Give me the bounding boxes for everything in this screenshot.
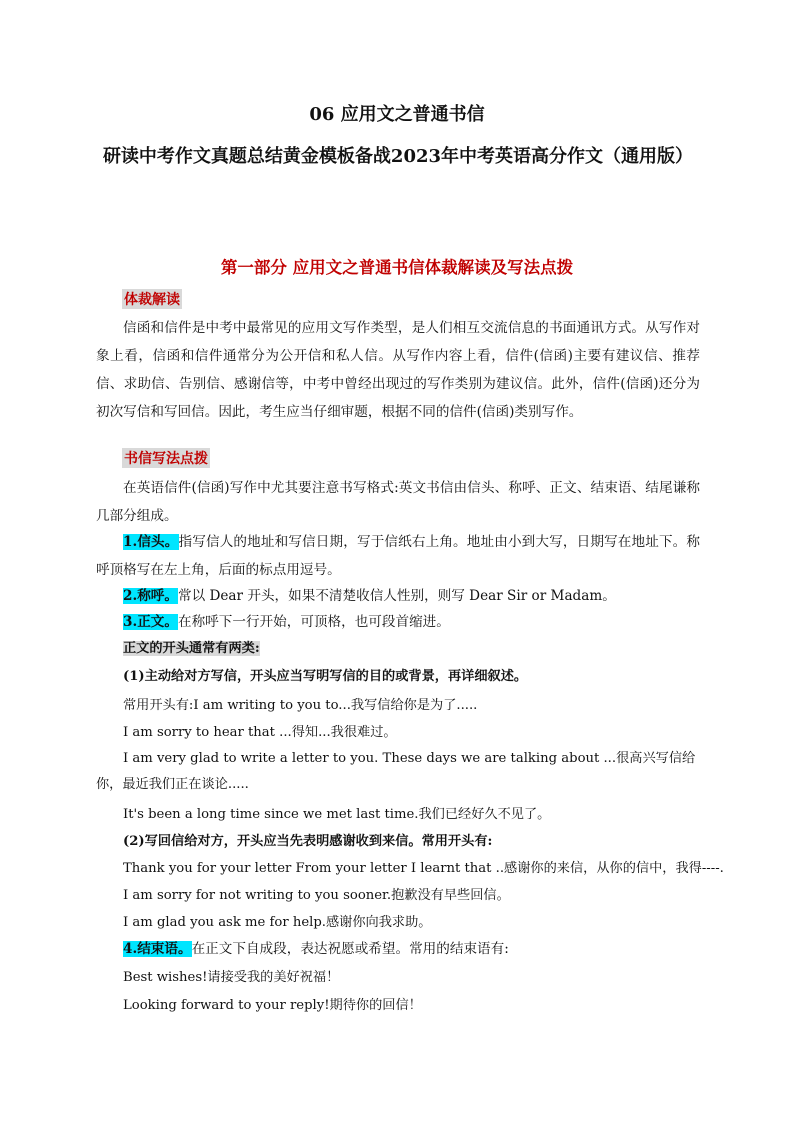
genre-label-wrap <box>122 289 182 309</box>
example-8: Best wishes!请接受我的美好祝福！ <box>123 970 340 985</box>
example-2: I am sorry to hear that ...得知...我很难过。 <box>123 725 397 740</box>
item-3-text: 在称呼下一行开始，可顶格，也可段首缩进。 <box>177 614 450 630</box>
case-2-heading: (2)写回信给对方，开头应当先表明感谢收到来信。常用开头有: <box>123 834 493 849</box>
tips-label-wrap <box>122 448 210 468</box>
example-3: I am very glad to write a letter to you. These days we are talking about ...很高兴写信给你，最近我们正在谈论..... <box>96 751 696 792</box>
genre-paragraph: 信函和信件是中考中最常见的应用文写作类型，是人们相互交流信息的书面通讯方式。从写作对象上看，信函和信件通常分为公开信和私人信。从写作内容上看，信件(信函)主要有建议信、推荐信、求助信、告别信、感谢信等，中考中曾经出现过的写作类别为建议信。此外，信件(信函)还分为初次写信和写回信。因此，考生应当仔细审题，根据不同的信件(信函)类别写作。 <box>96 320 700 420</box>
item-1-label: 1.信头。 <box>123 534 179 550</box>
item-4-label: 4.结束语。 <box>123 941 192 957</box>
tips-label: 书信写法点拨 <box>122 448 210 468</box>
item-1-block <box>96 528 700 584</box>
item-3-block <box>96 608 700 636</box>
item-3-label: 3.正文。 <box>123 614 178 630</box>
item-2-label: 2.称呼。 <box>123 588 178 604</box>
part-one-heading: 第一部分 应用文之普通书信体裁解读及写法点拨 <box>220 258 574 277</box>
tips-intro-paragraph: 在英语信件(信函)写作中尤其要注意书写格式:英文书信由信头、称呼、正文、结束语、结尾谦称几部分组成。 <box>96 480 700 524</box>
item-4-block <box>96 935 700 963</box>
opening-label: 正文的开头通常有两类: <box>123 641 260 656</box>
example-9: Looking forward to your reply!期待你的回信！ <box>123 998 422 1013</box>
example-5: Thank you for your letter From your letter I learnt that ..感谢你的来信，从你的信中，我得----. <box>123 861 724 876</box>
item-1-text: 指写信人的地址和写信日期，写于信纸右上角。地址由小到大写，日期写在地址下。称呼顶格写在左上角，后面的标点用逗号。 <box>96 534 700 578</box>
item-2-text: 常以 Dear 开头，如果不清楚收信人性别，则写 Dear Sir or Madam。 <box>177 588 616 604</box>
example-7: I am glad you ask me for help.感谢你向我求助。 <box>123 915 432 930</box>
item-4-text: 在正文下自成段，表达祝愿或希望。常用的结束语有: <box>191 941 509 957</box>
example-1: 常用开头有:I am writing to you to...我写信给你是为了..... <box>123 698 478 713</box>
case-1-heading: (1)主动给对方写信，开头应当写明写信的目的或背景，再详细叙述。 <box>123 669 528 684</box>
opening-label-line <box>123 637 703 656</box>
item-2-block <box>96 582 700 610</box>
genre-label: 体裁解读 <box>122 289 182 309</box>
document-title: 06 应用文之普通书信 <box>309 104 485 125</box>
example-6: I am sorry for not writing to you sooner.抱歉没有早些回信。 <box>123 888 510 903</box>
document-subtitle: 研读中考作文真题总结黄金模板备战2023年中考英语高分作文（通用版） <box>102 146 694 167</box>
example-4: It's been a long time since we met last time.我们已经好久不见了。 <box>123 807 551 822</box>
